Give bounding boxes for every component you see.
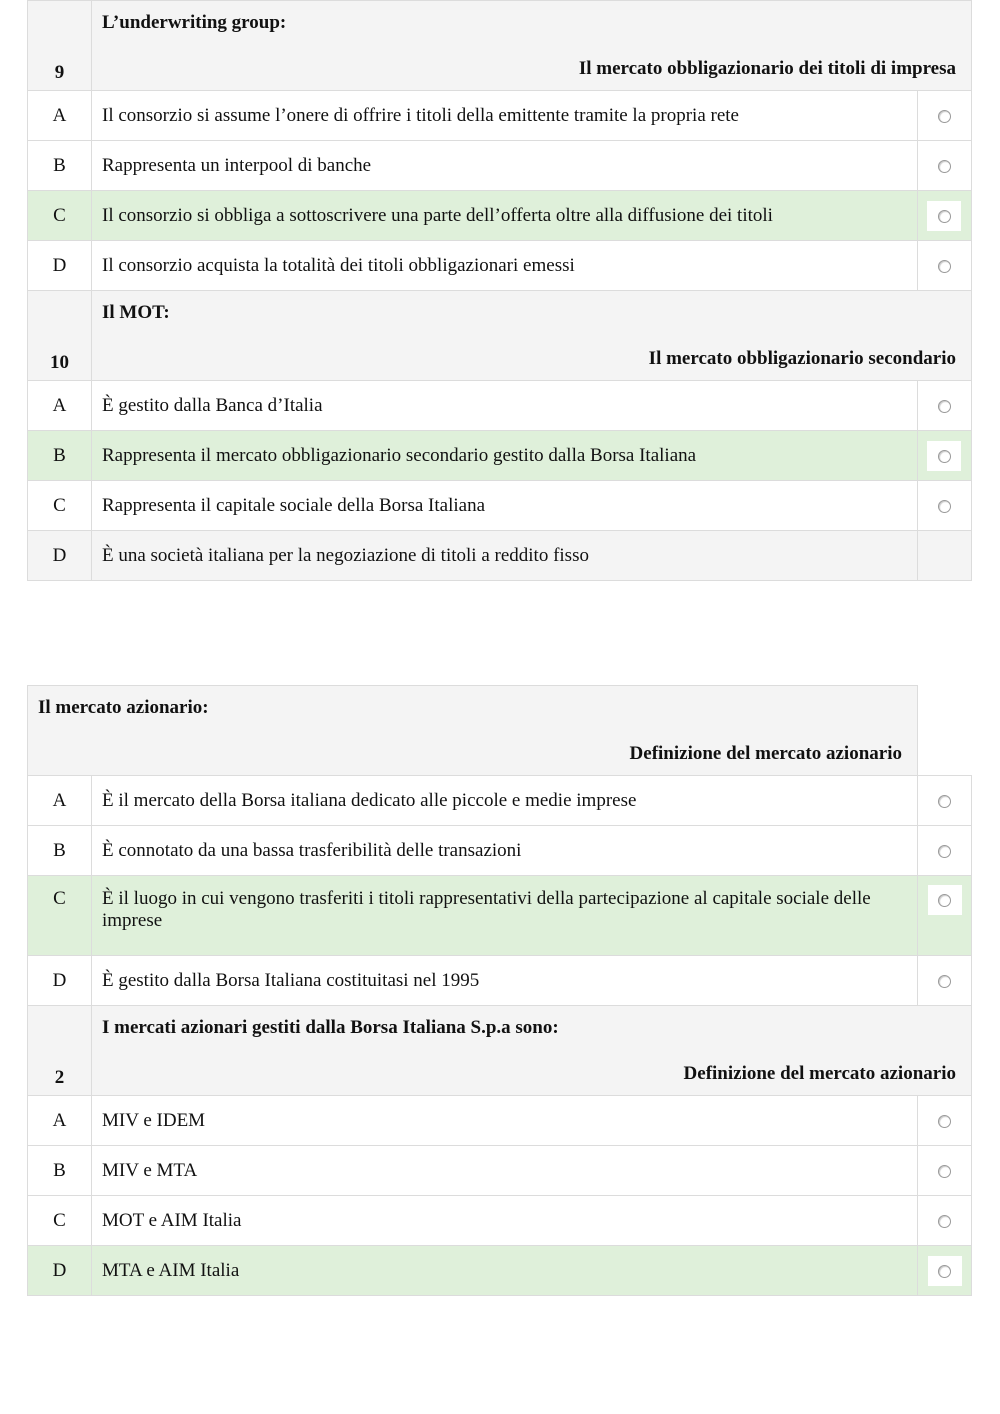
answer-letter: B: [28, 826, 92, 876]
answer-row[interactable]: [28, 1096, 972, 1146]
answer-text: MIV e MTA: [92, 1146, 918, 1196]
radio-button[interactable]: [938, 795, 951, 808]
answer-text: È il mercato della Borsa italiana dedicato alle piccole e medie imprese: [92, 776, 918, 826]
question-title: Il MOT:: [102, 302, 170, 323]
question-number: 2: [28, 1006, 92, 1096]
answer-letter: A: [28, 381, 92, 431]
answer-letter: A: [28, 91, 92, 141]
answer-text: È il luogo in cui vengono trasferiti i titoli rappresentativi della partecipazione al capitale sociale delle imprese: [92, 876, 918, 956]
section-topic: Definizione del mercato azionario: [629, 743, 902, 764]
answer-text: Rappresenta un interpool di banche: [92, 141, 918, 191]
answer-text: È gestito dalla Banca d’Italia: [92, 381, 918, 431]
answer-letter: D: [28, 1246, 92, 1296]
question-title: I mercati azionari gestiti dalla Borsa Italiana S.p.a sono:: [102, 1017, 559, 1038]
question-topic: Definizione del mercato azionario: [683, 1063, 956, 1084]
answer-letter: B: [28, 431, 92, 481]
answer-text: Rappresenta il capitale sociale della Borsa Italiana: [92, 481, 918, 531]
answer-letter: C: [28, 481, 92, 531]
answer-text: Il consorzio si assume l’onere di offrire i titoli della emittente tramite la propria rete: [92, 91, 918, 141]
answer-text: MTA e AIM Italia: [92, 1246, 918, 1296]
answer-row[interactable]: [28, 826, 972, 876]
answer-row[interactable]: [28, 141, 972, 191]
answer-text: È gestito dalla Borsa Italiana costituitasi nel 1995: [92, 956, 918, 1006]
radio-button[interactable]: [938, 1215, 951, 1228]
answer-text: È connotato da una bassa trasferibilità delle transazioni: [92, 826, 918, 876]
answer-row[interactable]: [28, 481, 972, 531]
answer-row-correct[interactable]: [28, 876, 972, 956]
answer-letter: B: [28, 141, 92, 191]
answer-letter: D: [28, 531, 92, 581]
answer-row[interactable]: [28, 91, 972, 141]
answer-row-correct[interactable]: [28, 431, 972, 481]
answer-row[interactable]: [28, 776, 972, 826]
question-9: [27, 0, 972, 581]
radio-button[interactable]: [938, 110, 951, 123]
question-number: 10: [28, 291, 92, 381]
answer-row[interactable]: [28, 531, 972, 581]
answer-text: MIV e IDEM: [92, 1096, 918, 1146]
answer-text: Il consorzio si obbliga a sottoscrivere una parte dell’offerta oltre alla diffusione dei titoli: [92, 191, 918, 241]
section-title: Il mercato azionario:: [38, 697, 209, 718]
answer-text: Il consorzio acquista la totalità dei titoli obbligazionari emessi: [92, 241, 918, 291]
radio-button[interactable]: [938, 400, 951, 413]
question-title: L’underwriting group:: [102, 12, 287, 33]
answer-letter: C: [28, 1196, 92, 1246]
radio-button[interactable]: [938, 160, 951, 173]
answer-row[interactable]: [28, 381, 972, 431]
answer-text: MOT e AIM Italia: [92, 1196, 918, 1246]
answer-row-correct[interactable]: [28, 191, 972, 241]
question-10: [28, 291, 972, 381]
answer-letter: C: [28, 191, 92, 241]
answer-row[interactable]: [28, 1196, 972, 1246]
radio-button[interactable]: [938, 1165, 951, 1178]
radio-button[interactable]: [938, 1115, 951, 1128]
section-mercato-azionario: [27, 685, 972, 1296]
answer-letter: D: [28, 956, 92, 1006]
answer-text: Rappresenta il mercato obbligazionario secondario gestito dalla Borsa Italiana: [92, 431, 918, 481]
answer-letter: C: [28, 876, 92, 956]
question-number: 9: [28, 1, 92, 91]
question-topic: Il mercato obbligazionario secondario: [648, 348, 956, 369]
radio-button[interactable]: [938, 1265, 951, 1278]
answer-row[interactable]: [28, 956, 972, 1006]
answer-letter: A: [28, 1096, 92, 1146]
radio-button[interactable]: [938, 975, 951, 988]
radio-button[interactable]: [938, 894, 951, 907]
answer-letter: B: [28, 1146, 92, 1196]
radio-button[interactable]: [938, 500, 951, 513]
question-topic: Il mercato obbligazionario dei titoli di impresa: [578, 58, 956, 79]
answer-text: È una società italiana per la negoziazione di titoli a reddito fisso: [92, 531, 918, 581]
radio-button[interactable]: [938, 845, 951, 858]
answer-letter: D: [28, 241, 92, 291]
answer-row[interactable]: [28, 1146, 972, 1196]
question-2: [28, 1006, 972, 1096]
answer-row[interactable]: [28, 241, 972, 291]
answer-row-correct[interactable]: [28, 1246, 972, 1296]
radio-button[interactable]: [938, 260, 951, 273]
radio-button[interactable]: [938, 210, 951, 223]
radio-button[interactable]: [938, 450, 951, 463]
answer-letter: A: [28, 776, 92, 826]
